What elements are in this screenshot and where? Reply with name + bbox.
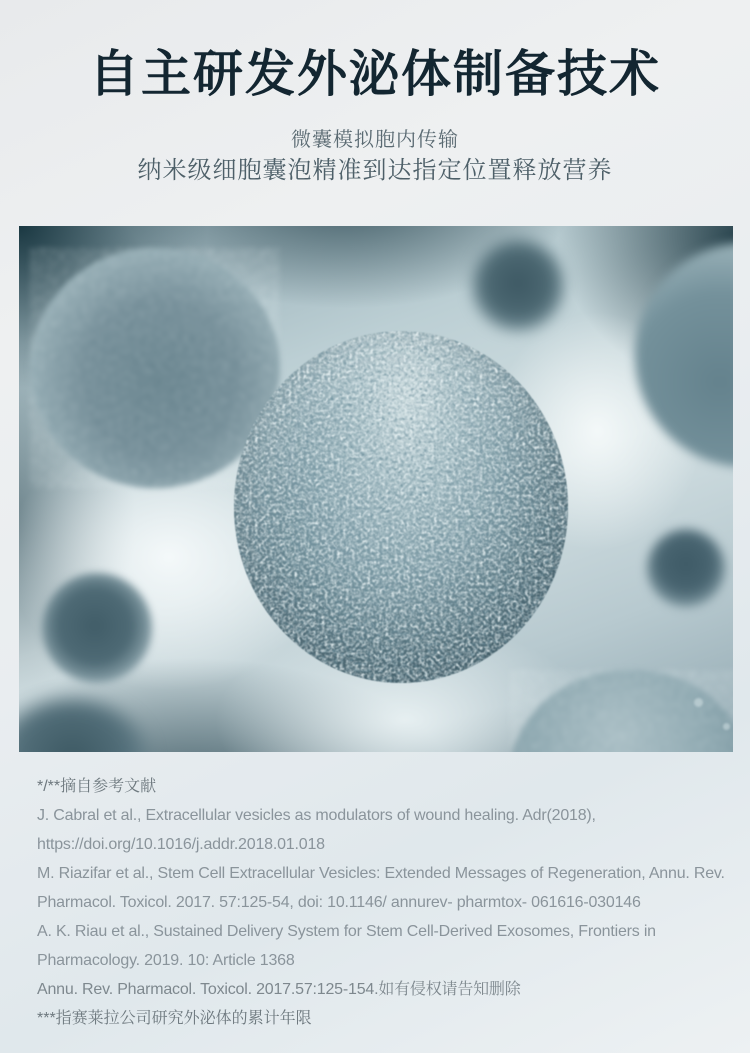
background-cell-left-small — [42, 573, 152, 683]
reference-line: J. Cabral et al., Extracellular vesicles as modulators of wound healing. Adr(2018), — [37, 807, 596, 824]
background-cell-top-small — [472, 239, 564, 331]
subtitle-line-1: 微囊模拟胞内传输 — [291, 129, 459, 151]
background-cell-right-small — [647, 529, 725, 607]
background-cell-right-large — [635, 243, 733, 467]
reference-line: Annu. Rev. Pharmacol. Toxicol. 2017.57:125-154.如有侵权请告知删除 — [37, 981, 521, 998]
reference-line: */**摘自参考文献 — [37, 778, 157, 795]
reference-line: Pharmacol. Toxicol. 2017. 57:125-54, doi: 10.1146/ annurev- pharmtox- 061616-030146 — [37, 894, 641, 911]
floating-speck — [723, 723, 730, 730]
reference-line: ***指赛莱拉公司研究外泌体的累计年限 — [37, 1010, 312, 1027]
reference-line: M. Riazifar et al., Stem Cell Extracellular Vesicles: Extended Messages of Regeneration, Annu. Rev. — [37, 865, 725, 882]
background-cell-bottom-left — [19, 700, 147, 752]
main-exosome-cell — [234, 331, 568, 683]
reference-list — [37, 772, 737, 1033]
reference-line: A. K. Riau et al., Sustained Delivery System for Stem Cell-Derived Exosomes, Frontiers in — [37, 923, 656, 940]
floating-speck — [694, 698, 703, 707]
subtitle-line-2: 纳米级细胞囊泡精准到达指定位置释放营养 — [137, 157, 613, 184]
reference-line: https://doi.org/10.1016/j.addr.2018.01.018 — [37, 836, 325, 853]
reference-line: Pharmacology. 2019. 10: Article 1368 — [37, 952, 295, 969]
cell-microscopy-photo — [19, 226, 733, 752]
page-title: 自主研发外泌体制备技术 — [89, 46, 661, 102]
